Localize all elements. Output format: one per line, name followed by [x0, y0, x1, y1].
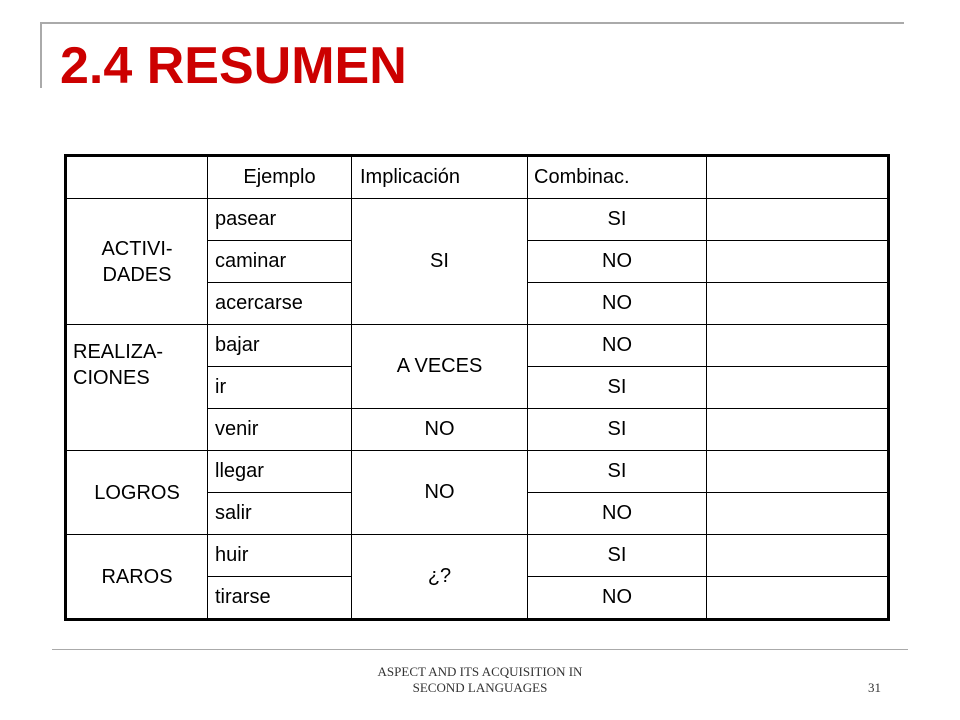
group-label: REALIZA- CIONES — [73, 341, 164, 389]
empty-cell — [707, 241, 889, 283]
implicacion-cell: A VECES — [352, 325, 528, 409]
ejemplo-cell: huir — [208, 535, 352, 577]
ejemplo-cell: pasear — [208, 199, 352, 241]
footer-divider — [52, 649, 908, 650]
empty-cell — [707, 409, 889, 451]
combinac-cell: NO — [528, 577, 707, 620]
combinac-cell: SI — [528, 199, 707, 241]
ejemplo-cell: caminar — [208, 241, 352, 283]
implicacion-cell: NO — [352, 451, 528, 535]
header-cell-ejemplo: Ejemplo — [208, 156, 352, 199]
table-row — [66, 451, 889, 493]
ejemplo-cell: bajar — [208, 325, 352, 367]
ejemplo-cell: venir — [208, 409, 352, 451]
slide-title: 2.4 RESUMEN — [60, 37, 407, 95]
ejemplo-cell: llegar — [208, 451, 352, 493]
empty-cell — [707, 535, 889, 577]
empty-cell — [707, 367, 889, 409]
ejemplo-cell: salir — [208, 493, 352, 535]
combinac-cell: NO — [528, 283, 707, 325]
empty-cell — [707, 493, 889, 535]
summary-table — [64, 154, 890, 621]
table-header-row — [66, 156, 889, 199]
combinac-cell: NO — [528, 493, 707, 535]
implicacion-cell: SI — [352, 199, 528, 325]
header-cell-empty — [707, 156, 889, 199]
group-cell-actividades — [66, 199, 208, 325]
group-cell-raros: RAROS — [66, 535, 208, 620]
empty-cell — [707, 199, 889, 241]
combinac-cell: NO — [528, 241, 707, 283]
footer-line-2: SECOND LANGUAGES — [412, 680, 548, 695]
group-label: ACTIVI- DADES — [101, 237, 173, 286]
table-row — [66, 199, 889, 241]
group-cell-logros: LOGROS — [66, 451, 208, 535]
slide-frame-top-line — [40, 22, 904, 24]
header-cell-implicacion: Implicación — [352, 156, 528, 199]
combinac-cell: SI — [528, 451, 707, 493]
implicacion-cell: NO — [352, 409, 528, 451]
implicacion-cell: ¿? — [352, 535, 528, 620]
ejemplo-cell: ir — [208, 367, 352, 409]
table-row — [66, 535, 889, 577]
page-number: 31 — [868, 680, 881, 695]
slide-frame-left-line — [40, 22, 42, 88]
ejemplo-cell: acercarse — [208, 283, 352, 325]
ejemplo-cell: tirarse — [208, 577, 352, 620]
combinac-cell: SI — [528, 409, 707, 451]
combinac-cell: SI — [528, 367, 707, 409]
empty-cell — [707, 451, 889, 493]
empty-cell — [707, 325, 889, 367]
slide-footer — [300, 664, 660, 696]
header-cell-combinac: Combinac. — [528, 156, 707, 199]
group-cell-realizaciones — [66, 325, 208, 451]
footer-line-1: ASPECT AND ITS ACQUISITION IN — [377, 664, 583, 679]
header-cell-group — [66, 156, 208, 199]
table-row — [66, 325, 889, 367]
empty-cell — [707, 577, 889, 620]
combinac-cell: SI — [528, 535, 707, 577]
combinac-cell: NO — [528, 325, 707, 367]
empty-cell — [707, 283, 889, 325]
